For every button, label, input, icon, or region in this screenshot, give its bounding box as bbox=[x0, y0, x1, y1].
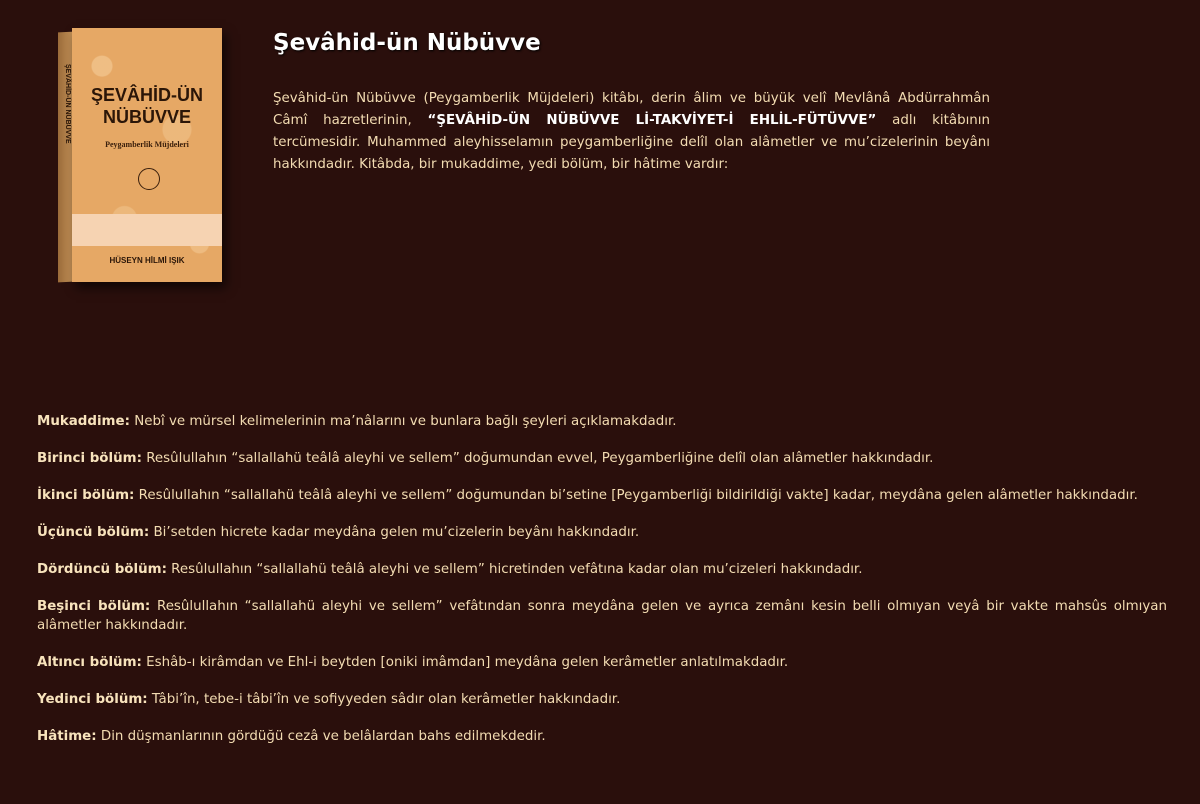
chapter-item bbox=[37, 412, 1167, 431]
chapter-description: Resûlullahın “sallallahü aleyhi ve sellem” vefâtından sonra meydâna gelen ve ayrıca zemânı kesin belli olmıyan veyâ bir vakte mahsûs olmıyan alâmetler hakkındadır. bbox=[37, 599, 1167, 633]
chapter-description: Nebî ve mürsel kelimelerinin ma’nâlarını ve bunlara bağlı şeyleri açıklamakdadır. bbox=[129, 414, 677, 429]
chapter-item bbox=[37, 727, 1167, 746]
chapter-description: Resûlullahın “sallallahü teâlâ aleyhi ve sellem” doğumundan bi’setine [Peygamberliği bildirildiği vakte] kadar, meydâna gelen alâmetler hakkındadır. bbox=[134, 488, 1138, 503]
intro-original-title: “ŞEVÂHİD-ÜN NÜBÜVVE Lİ-TAKVİYET-İ EHLİL-FÜTÜVVE” bbox=[427, 113, 877, 128]
book-cover-image bbox=[30, 24, 230, 292]
book-spine-text: ŞEVÂHİD-ÜN NÜBÜVVE bbox=[64, 64, 71, 144]
chapter-description: Tâbi’în, tebe-i tâbi’în ve sofiyyeden sâdır olan kerâmetler hakkındadır. bbox=[147, 692, 621, 707]
chapter-heading: Yedinci bölüm: bbox=[37, 692, 148, 707]
chapter-description: Resûlullahın “sallallahü teâlâ aleyhi ve sellem” hicretinden vefâtına kadar olan mu’cizeleri hakkındadır. bbox=[166, 562, 863, 577]
intro-text-part2: adlı kitâbının tercümesidir. Muhammed aleyhisselamın peygamberliğine delîl olan alâmetler ve mu’cizelerinin beyânı hakkındadır. Kitâbda, bir mukaddime, yedi bölüm, bir hâtime vardır: bbox=[273, 113, 990, 172]
chapter-item bbox=[37, 449, 1167, 468]
chapter-heading: Hâtime: bbox=[37, 729, 97, 744]
chapter-heading: Birinci bölüm: bbox=[37, 451, 142, 466]
chapter-heading: Dördüncü bölüm: bbox=[37, 562, 167, 577]
chapter-heading: Altıncı bölüm: bbox=[37, 655, 142, 670]
book-cover-title bbox=[72, 84, 222, 128]
chapter-heading: Beşinci bölüm: bbox=[37, 599, 151, 614]
chapter-heading: İkinci bölüm: bbox=[37, 488, 135, 503]
book-cover-title-line2: NÜBÜVVE bbox=[102, 107, 191, 127]
intro-paragraph bbox=[273, 88, 990, 176]
seal-icon bbox=[138, 168, 160, 190]
book-cover bbox=[72, 28, 222, 282]
page-title: Şevâhid-ün Nübüvve bbox=[273, 30, 541, 56]
intro-text-part1: Şevâhid-ün Nübüvve (Peygamberlik Müjdeleri) kitâbı, derin âlim ve büyük velî Mevlânâ Abdürrahmân Câmî hazretlerinin, bbox=[273, 91, 990, 128]
chapter-list bbox=[37, 412, 1167, 764]
chapter-heading: Mukaddime: bbox=[37, 414, 130, 429]
chapter-item bbox=[37, 486, 1167, 505]
book-cover-band bbox=[72, 214, 222, 246]
chapter-description: Din düşmanlarının gördüğü cezâ ve belâlardan bahs edilmekdedir. bbox=[96, 729, 546, 744]
book-cover-subtitle: Peygamberlik Müjdeleri bbox=[105, 140, 189, 149]
chapter-item bbox=[37, 560, 1167, 579]
chapter-description: Bi’setden hicrete kadar meydâna gelen mu’cizelerin beyânı hakkındadır. bbox=[149, 525, 640, 540]
chapter-item bbox=[37, 597, 1167, 635]
chapter-item bbox=[37, 690, 1167, 709]
book-cover-author: HÜSEYN HİLMİ IŞIK bbox=[109, 256, 185, 265]
chapter-description: Resûlullahın “sallallahü teâlâ aleyhi ve sellem” doğumundan evvel, Peygamberliğine delîl olan alâmetler hakkındadır. bbox=[141, 451, 934, 466]
book-cover-title-line1: ŞEVÂHİD-ÜN bbox=[90, 85, 203, 105]
chapter-heading: Üçüncü bölüm: bbox=[37, 525, 150, 540]
chapter-item bbox=[37, 653, 1167, 672]
chapter-description: Eshâb-ı kirâmdan ve Ehl-i beytden [oniki imâmdan] meydâna gelen kerâmetler anlatılmakdadır. bbox=[141, 655, 789, 670]
chapter-item bbox=[37, 523, 1167, 542]
